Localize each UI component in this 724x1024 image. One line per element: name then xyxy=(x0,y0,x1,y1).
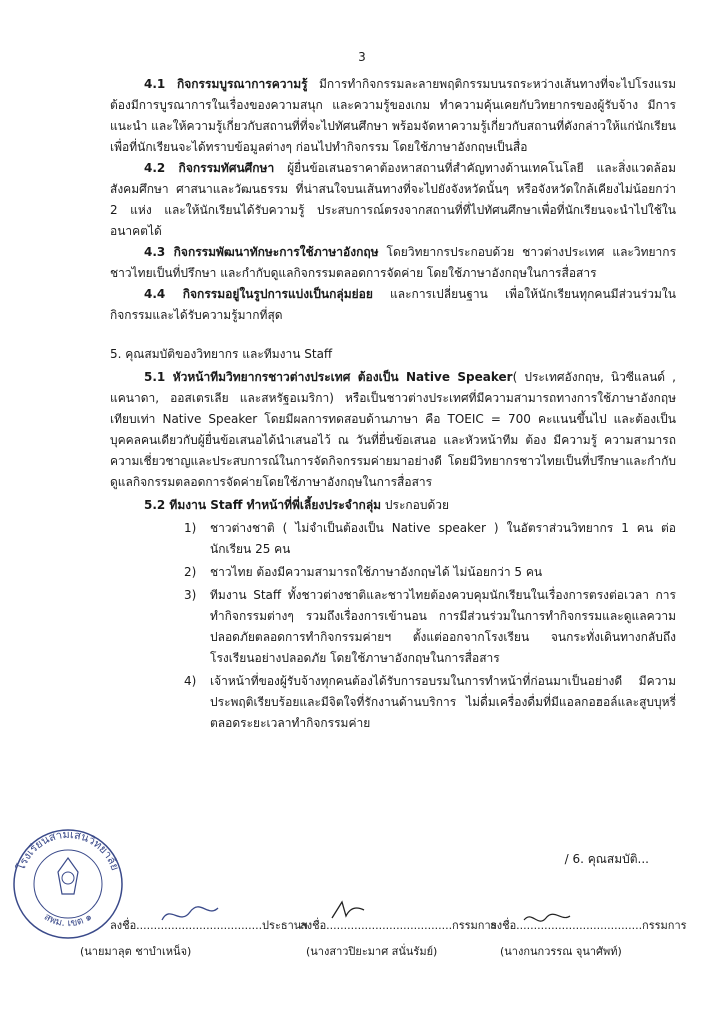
section-5-title: 5. คุณสมบัติของวิทยากร และทีมงาน Staff xyxy=(110,347,333,361)
stamp-top-text: โรงเรียนสามเสนวิทยาลัย xyxy=(14,827,122,873)
signature-member-1-name: (นางสาวปิยะมาศ สนั่นรัมย์) xyxy=(306,945,438,958)
section-4-3-title: 4.3 กิจกรรมพัฒนาทักษะการใช้ภาษาอังกฤษ xyxy=(144,245,379,259)
section-4-3 xyxy=(110,242,676,284)
svg-text:สพม. เขต ๑ xyxy=(42,912,94,930)
list-item-number: 3) xyxy=(184,588,197,602)
signature-member-2 xyxy=(490,918,687,934)
list-item-number: 2) xyxy=(184,565,197,579)
section-5-2-title: 5.2 ทีมงาน Staff ทำหน้าที่พี่เลี้ยงประจำกลุ่ม xyxy=(144,498,382,512)
signature-scribble-icon xyxy=(522,908,572,930)
list-item xyxy=(184,518,676,560)
stamp-bottom-text: สพม. เขต ๑ xyxy=(41,911,95,930)
list-item-text: เจ้าหน้าที่ของผู้รับจ้างทุกคนต้องได้รับการอบรมในการทำหน้าที่ก่อนมาเป็นอย่างดี มีความประพฤติเรียบร้อยและมีจิตใจที่รักงานด้านบริการ ไม่ดื่มเครื่องดื่มที่มีแอลกอฮอล์และสูบบุหรี่ ตลอดระยะเวลาทำกิจกรรมค่าย xyxy=(210,674,676,730)
section-4-4-title: 4.4 กิจกรรมอยู่ในรูปการแบ่งเป็นกลุ่มย่อย xyxy=(144,287,373,301)
page-number: 3 xyxy=(358,50,366,64)
signature-chair-line: ลงชื่อ....................................ประธานฯ xyxy=(110,919,308,932)
document-body xyxy=(110,74,676,736)
section-4-2-text: ผู้ยื่นข้อเสนอราคาต้องหาสถานที่สำคัญทางด้านเทคโนโลยี และสิ่งแวดล้อม สังคมศึกษา ศาสนาและวัฒนธรรม ที่น่าสนใจบนเส้นทางที่จะไปยังจังหวัดนั้นๆ หรือจังหวัดใกล้เคียงไม่น้อยกว่า 2 แห่ง และให้นักเรียนได้รับความรู้ ประสบการณ์ตรงจากสถานที่ที่ไปทัศนศึกษาเพื่อที่นักเรียนจะนำไปใช้ในอนาคตได้ xyxy=(110,161,676,238)
section-5-1-text: ( ประเทศอังกฤษ, นิวซีแลนด์ , แคนาดา, ออสเตรเลีย และสหรัฐอเมริกา) หรือเป็นชาวต่างประเทศที่มีความสามารถทางการใช้ภาษาอังกฤษเทียบเท่า Native Speaker โดยมีผลการทดสอบด้านภาษา คือ TOEIC = 700 คะแนนขึ้นไป และต้องเป็นบุคคลคนเดียวกับผู้ยื่นข้อเสนอได้นำเสนอไว้ ณ วันที่ยื่นข้อเสนอ และหัวหน้าทีม ต้อง มีความรู้ ความสามารถความเชี่ยวชาญและประสบการณ์ในการจัดกิจกรรมค่ายมาอย่างดี โดยมีวิทยากรชาวไทยเป็นที่ปรึกษาและกำกับดูแลกิจกรรมตลอดการจัดค่ายโดยใช้ภาษาอังกฤษในการสื่อสาร xyxy=(110,370,676,489)
list-item-number: 1) xyxy=(184,521,197,535)
signature-chair-name: (นายมาลุต ชาบำเหน็จ) xyxy=(80,945,192,958)
list-item-text: ชาวไทย ต้องมีความสามารถใช้ภาษาอังกฤษได้ ไม่น้อยกว่า 5 คน xyxy=(210,565,543,579)
section-5-2-text: ประกอบด้วย xyxy=(381,498,450,512)
section-4-4 xyxy=(110,284,676,326)
section-5-2 xyxy=(110,495,676,516)
list-item xyxy=(184,671,676,734)
section-4-2 xyxy=(110,158,676,242)
signature-member-1-line: ลงชื่อ....................................กรรมการ xyxy=(300,919,497,932)
signature-scribble-icon xyxy=(328,896,368,924)
section-4-1 xyxy=(110,74,676,158)
list-item xyxy=(184,562,676,583)
section-5-1-title: 5.1 หัวหน้าทีมวิทยากรชาวต่างประเทศ ต้องเป็น Native Speaker xyxy=(144,370,513,384)
section-5-1 xyxy=(110,367,676,493)
section-4-3-text: โดยวิทยากรประกอบด้วย ชาวต่างประเทศ และวิทยากรชาวไทยเป็นที่ปรึกษา และกำกับดูแลกิจกรรมตลอดการจัดค่าย โดยใช้ภาษาอังกฤษในการสื่อสาร xyxy=(110,245,677,280)
continue-note: / 6. คุณสมบัติ... xyxy=(564,852,649,866)
list-item-number: 4) xyxy=(184,674,197,688)
section-4-1-text: มีการทำกิจกรรมละลายพฤติกรรมบนรถระหว่างเส้นทางที่จะไปโรงแรม ต้องมีการบูรณาการในเรื่องของความสนุก และความรู้ของเกม ทำความคุ้นเคยกับวิทยากรของผู้รับจ้าง มีการแนะนำ และให้ความรู้เกี่ยวกับสถานที่ที่จะไปทัศนศึกษา พร้อมจัดหาความรู้เกี่ยวกับสถานที่ดังกล่าวให้แก่นักเรียน เพื่อที่นักเรียนจะได้ทราบข้อมูลต่างๆ ก่อนไปทำกิจกรรม โดยใช้ภาษาอังกฤษเป็นสื่อ xyxy=(110,77,676,154)
staff-list xyxy=(184,518,676,734)
signature-member-2-name: (นางกนกวรรณ จุนาศัพท์) xyxy=(500,945,622,958)
section-4-2-title: 4.2 กิจกรรมทัศนศึกษา xyxy=(144,161,275,175)
list-item-text: ทีมงาน Staff ทั้งชาวต่างชาติและชาวไทยต้องควบคุมนักเรียนในเรื่องการตรงต่อเวลา การทำกิจกรรมต่างๆ รวมถึงเรื่องการเข้านอน การมีส่วนร่วมในการทำกิจกรรมและดูแลความปลอดภัยตลอดการทำกิจกรรมค่ายฯ ตั้งแต่ออกจากโรงเรียน จนกระทั่งเดินทางกลับถึงโรงเรียนอย่างปลอดภัย โดยใช้ภาษาอังกฤษในการสื่อสาร xyxy=(210,588,676,665)
section-4-4-text: และการเปลี่ยนฐาน เพื่อให้นักเรียนทุกคนมีส่วนร่วมในกิจกรรมและได้รับความรู้มากที่สุด xyxy=(110,287,676,322)
section-4-1-title: 4.1 กิจกรรมบูรณาการความรู้ xyxy=(144,77,308,91)
signature-scribble-icon xyxy=(160,898,220,928)
list-item-text: ชาวต่างชาติ ( ไม่จำเป็นต้องเป็น Native speaker ) ในอัตราส่วนวิทยากร 1 คน ต่อนักเรียน 25 คน xyxy=(210,521,676,556)
signature-member-2-line: ลงชื่อ....................................กรรมการ xyxy=(490,919,687,932)
list-item xyxy=(184,585,676,669)
